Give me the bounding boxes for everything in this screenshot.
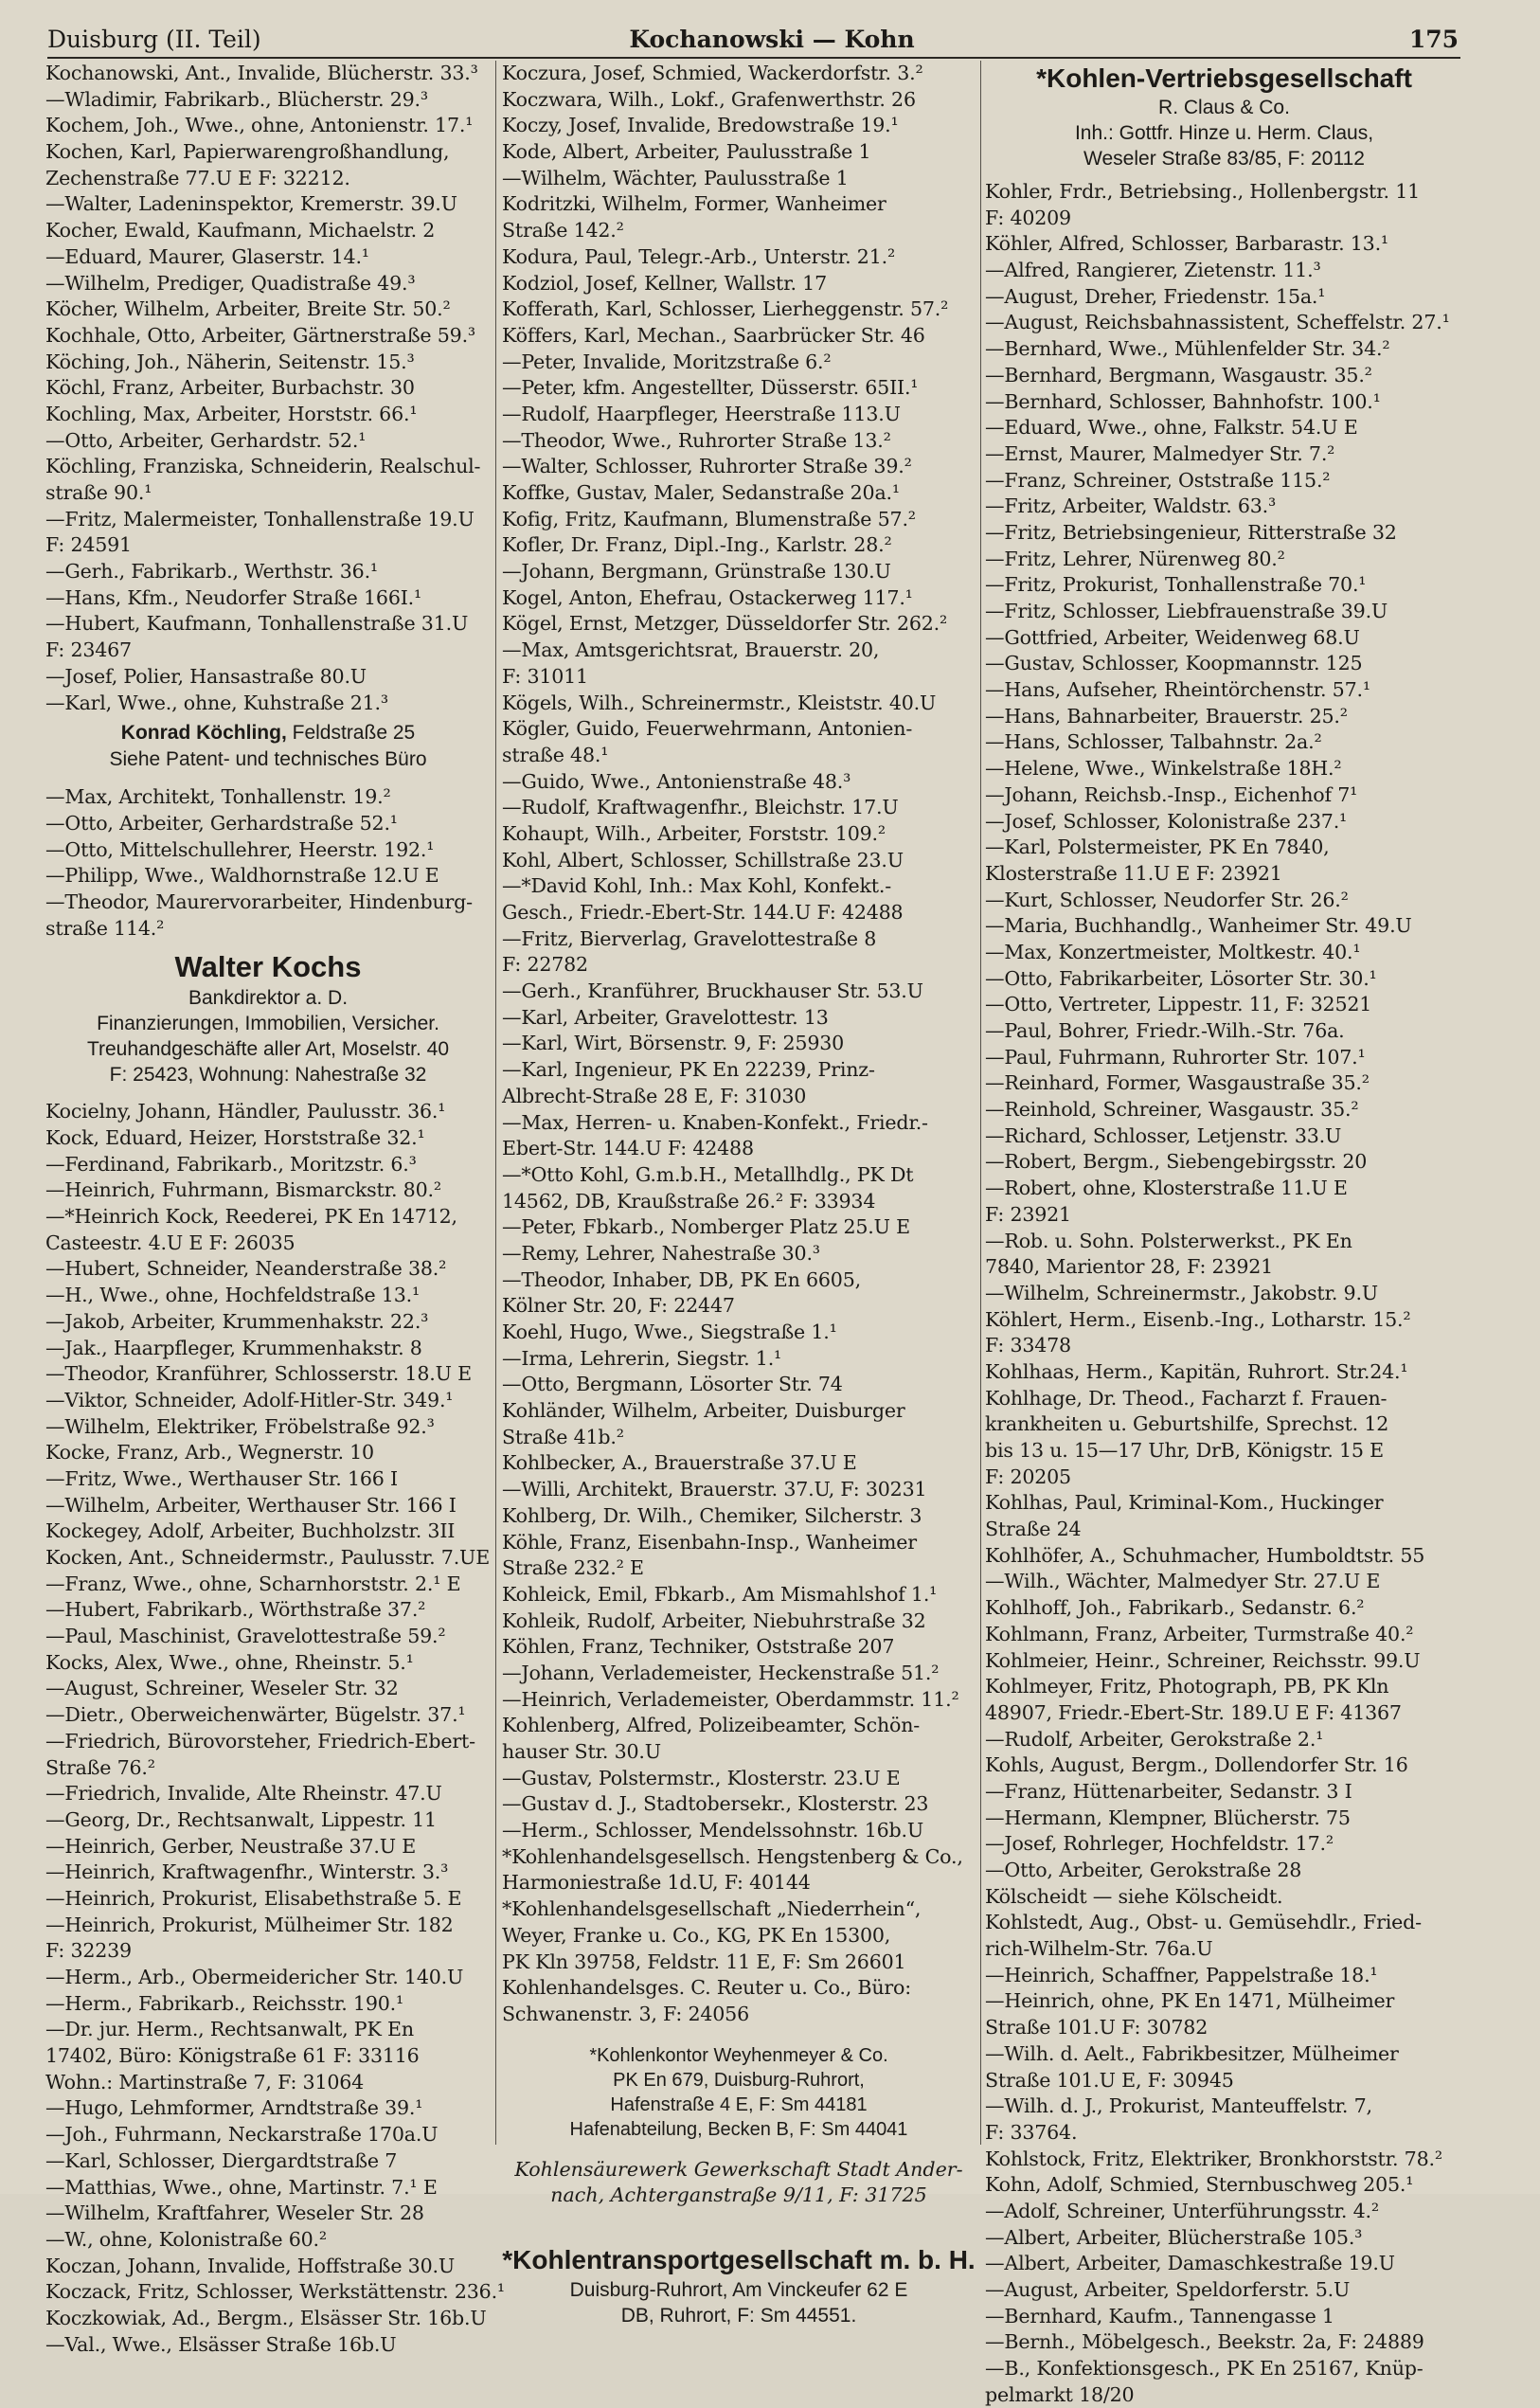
entry-line: —Willi, Architekt, Brauerstr. 37.U, F: 30231 — [502, 1478, 927, 1501]
entry-line: Ebert-Str. 144.U F: 42488 — [502, 1137, 754, 1160]
entry-line: Kohlbecker, A., Brauerstraße 37.U E — [502, 1451, 857, 1475]
entry-line: —Theodor, Inhaber, DB, PK En 6605, — [502, 1267, 861, 1291]
entry-line: —Fritz, Betriebsingenieur, Ritterstraße 32 — [985, 520, 1397, 544]
entry-line: —Remy, Lehrer, Nahestraße 30.³ — [502, 1241, 820, 1265]
entry-line: straße 90.¹ — [45, 481, 152, 504]
entry-line: —Matthias, Wwe., ohne, Martinstr. 7.¹ E — [45, 2175, 438, 2199]
entry-line: Kode, Albert, Arbeiter, Paulusstraße 1 — [502, 140, 871, 164]
entry-line: —Karl, Schlosser, Diergardtstraße 7 — [45, 2148, 398, 2172]
entry-line: hauser Str. 30.U — [502, 1740, 661, 1763]
entry-line: Köhlert, Herm., Eisenb.-Ing., Lotharstr. 15.² — [985, 1307, 1411, 1331]
ad-line: Bankdirektor a. D. — [188, 987, 349, 1010]
entry-line: *Kohlenhandelsgesellschaft „Niederrhein“, — [502, 1897, 922, 1921]
entry-line: —Val., Wwe., Elsässer Straße 16b.U — [45, 2332, 397, 2356]
entry-line: Kohlstedt, Aug., Obst- u. Gemüsehdlr., Fried- — [985, 1911, 1422, 1934]
entry-line: Straße 101.U E, F: 30945 — [985, 2068, 1234, 2092]
entry-line: —Gustav, Polstermstr., Klosterstr. 23.U E — [502, 1766, 901, 1789]
header-left: Duisburg (II. Teil) — [47, 26, 261, 53]
entry-line: Kohler, Frdr., Betriebsing., Hollenbergstr. 11 — [985, 180, 1421, 203]
ad-name: *Kohlentransportgesellschaft m. b. H. — [502, 2244, 976, 2274]
ad-line: R. Claus & Co. — [1158, 97, 1290, 118]
entry-line: Kohländer, Wilhelm, Arbeiter, Duisburger — [502, 1399, 905, 1423]
entry-line: —Otto, Arbeiter, Gerhardstr. 52.¹ — [45, 428, 367, 452]
entry-line: —Heinrich, Prokurist, Elisabethstraße 5. E — [45, 1886, 462, 1910]
page-number: 175 — [1408, 26, 1459, 53]
entry-line: —Hans, Aufseher, Rheintörchenstr. 57.¹ — [985, 678, 1370, 702]
entry-line: —Helene, Wwe., Winkelstraße 18H.² — [985, 757, 1342, 781]
column-divider — [980, 61, 981, 2145]
ad-koechling — [45, 716, 491, 784]
entry-group — [45, 61, 491, 716]
entry-line: —Wilhelm, Prediger, Quadistraße 49.³ — [45, 271, 416, 295]
entry-line: Kohlensäurewerk Gewerkschaft Stadt Ander- — [514, 2157, 963, 2181]
entry-line: 17402, Büro: Königstraße 61 F: 33116 — [45, 2044, 420, 2068]
ad-name: Walter Kochs — [174, 950, 362, 984]
entry-line: —Fritz, Arbeiter, Waldstr. 63.³ — [985, 494, 1277, 518]
entry-line: —Peter, kfm. Angestellter, Düsserstr. 65II.¹ — [502, 376, 919, 400]
ad-line: Treuhandgeschäfte aller Art, Moselstr. 40 — [86, 1038, 450, 1061]
entry-line: Kohlhoff, Joh., Fabrikarb., Sedanstr. 6.² — [985, 1596, 1365, 1620]
entry-line: —*Otto Kohl, G.m.b.H., Metallhdlg., PK Dt — [502, 1162, 914, 1186]
entry-line: —Dietr., Oberweichenwärter, Bügelstr. 37.¹ — [45, 1703, 466, 1727]
entry-line: —Peter, Invalide, Moritzstraße 6.² — [502, 350, 832, 373]
entry-group — [45, 1099, 505, 2358]
entry-line: Albrecht-Straße 28 E, F: 31030 — [502, 1084, 807, 1107]
entry-line: F: 24591 — [45, 533, 132, 557]
entry-line: —Fritz, Malermeister, Tonhallenstraße 19.U — [45, 507, 475, 530]
entry-line: —Max, Amtsgerichtsrat, Brauerstr. 20, — [502, 638, 880, 662]
ad-walter-kochs — [45, 942, 491, 1099]
entry-line: —Paul, Maschinist, Gravelottestraße 59.² — [45, 1625, 446, 1648]
entry-line: Köhler, Alfred, Schlosser, Barbarastr. 13.¹ — [985, 232, 1388, 256]
entry-line: Kochanowski, Ant., Invalide, Blücherstr. 33.³ — [45, 62, 478, 84]
entry-line: pelmarkt 18/20 — [985, 2382, 1135, 2406]
entry-line: Kockegey, Adolf, Arbeiter, Buchholzstr. 3II — [45, 1519, 456, 1543]
entry-line: —W., ohne, Kolonistraße 60.² — [45, 2227, 327, 2251]
entry-line: —Bernhard, Wwe., Mühlenfelder Str. 34.² — [985, 337, 1390, 361]
entry-line: —Wilh. d. Aelt., Fabrikbesitzer, Mülheimer — [985, 2041, 1399, 2065]
ad-name: Konrad Köchling, — [120, 722, 287, 745]
entry-line: —*Heinrich Kock, Reederei, PK En 14712, — [45, 1205, 457, 1229]
entry-line: —Bernhard, Bergmann, Wasgaustr. 35.² — [985, 363, 1372, 386]
entry-line: —Eduard, Wwe., ohne, Falkstr. 54.U E — [985, 416, 1358, 440]
entry-line: —Heinrich, Gerber, Neustraße 37.U E — [45, 1834, 417, 1858]
entry-line: —Peter, Fbkarb., Nomberger Platz 25.U E — [502, 1215, 910, 1239]
column-1 — [45, 61, 505, 2356]
entry-line: —Rudolf, Kraftwagenfhr., Bleichstr. 17.U — [502, 796, 899, 819]
entry-line: Köffers, Karl, Mechan., Saarbrücker Str. 46 — [502, 323, 925, 347]
entry-line: Kocken, Ant., Schneidermstr., Paulusstr. 7.UE — [45, 1546, 491, 1569]
entry-line: Koczura, Josef, Schmied, Wackerdorfstr. 3.² — [502, 62, 923, 84]
entry-line: —Gottfried, Arbeiter, Weidenweg 68.U — [985, 625, 1360, 649]
entry-line: Kochen, Karl, Papierwarengroßhandlung, — [45, 140, 450, 164]
entry-line: F: 40209 — [985, 206, 1071, 229]
entry-line: 48907, Friedr.-Ebert-Str. 189.U E F: 41367 — [985, 1700, 1402, 1724]
entry-line: —Friedrich, Bürovorsteher, Friedrich-Ebert- — [45, 1729, 475, 1752]
entry-line: —Wilhelm, Kraftfahrer, Weseler Str. 28 — [45, 2201, 424, 2225]
entry-line: Kocher, Ewald, Kaufmann, Michaelstr. 2 — [45, 219, 436, 243]
entry-line: —Heinrich, Prokurist, Mülheimer Str. 182 — [45, 1913, 454, 1936]
entry-line: Kohlenberg, Alfred, Polizeibeamter, Schön- — [502, 1714, 921, 1737]
entry-line: —Heinrich, Kraftwagenfhr., Winterstr. 3.³ — [45, 1860, 449, 1884]
kohlensaeurewerk-entry — [502, 2151, 976, 2222]
entry-line: —Bernhard, Schlosser, Bahnhofstr. 100.¹ — [985, 389, 1381, 413]
entry-line: PK Kln 39758, Feldstr. 11 E, F: Sm 26601 — [502, 1950, 906, 1973]
entry-line: Kohlmann, Franz, Arbeiter, Turmstraße 40.² — [985, 1622, 1414, 1645]
entry-line: —Johann, Verlademeister, Heckenstraße 51.² — [502, 1661, 940, 1684]
entry-line: —Franz, Wwe., ohne, Scharnhorststr. 2.¹ E — [45, 1572, 461, 1595]
entry-line: —Irma, Lehrerin, Siegstr. 1.¹ — [502, 1346, 782, 1370]
entry-line: —Hugo, Lehmformer, Arndtstraße 39.¹ — [45, 2096, 423, 2120]
entry-line: Kohleick, Emil, Fbkarb., Am Mismahlshof 1.¹ — [502, 1582, 938, 1606]
entry-line: 7840, Marientor 28, F: 23921 — [985, 1255, 1274, 1279]
entry-line: Kogel, Anton, Ehefrau, Ostackerweg 117.¹ — [502, 585, 913, 609]
ad-kohlen-vertrieb — [985, 61, 1463, 179]
entry-line: —Hans, Bahnarbeiter, Brauerstr. 25.² — [985, 704, 1348, 728]
entry-line: —Fritz, Wwe., Werthauser Str. 166 I — [45, 1466, 398, 1490]
entry-line: —Otto, Arbeiter, Gerhardstraße 52.¹ — [45, 811, 398, 835]
entry-line: Köchling, Franziska, Schneiderin, Realschul- — [45, 455, 481, 478]
entry-group — [45, 784, 491, 942]
entry-line: Koffke, Gustav, Maler, Sedanstraße 20a.¹ — [502, 481, 900, 504]
entry-line: —Franz, Schreiner, Oststraße 115.² — [985, 468, 1331, 492]
entry-line: —Paul, Bohrer, Friedr.-Wilh.-Str. 76a. — [985, 1019, 1345, 1042]
entry-line: Kögler, Guido, Feuerwehrmann, Antonien- — [502, 717, 913, 741]
entry-line: Kohlmeier, Heinr., Schreiner, Reichsstr. 99.U — [985, 1648, 1421, 1672]
entry-line: —August, Reichsbahnassistent, Scheffelstr. 27.¹ — [985, 311, 1450, 334]
entry-line: Kodziol, Josef, Kellner, Wallstr. 17 — [502, 271, 827, 295]
entry-line: —Alfred, Rangierer, Zietenstr. 11.³ — [985, 259, 1321, 282]
entry-line: Kögels, Wilh., Schreinermstr., Kleiststr. 40.U — [502, 691, 937, 714]
entry-line: —Friedrich, Invalide, Alte Rheinstr. 47.U — [45, 1782, 442, 1806]
entry-line: —Reinhold, Schreiner, Wasgaustr. 35.² — [985, 1098, 1359, 1122]
entry-line: —Eduard, Maurer, Glaserstr. 14.¹ — [45, 244, 369, 268]
entry-line: —Josef, Schlosser, Kolonistraße 237.¹ — [985, 809, 1348, 833]
entry-line: Casteestr. 4.U E F: 26035 — [45, 1231, 295, 1254]
entry-line: —*David Kohl, Inh.: Max Kohl, Konfekt.- — [502, 874, 891, 898]
entry-line: Kofler, Dr. Franz, Dipl.-Ing., Karlstr. 28.² — [502, 533, 892, 557]
entry-line: —Gerh., Fabrikarb., Werthstr. 36.¹ — [45, 560, 378, 584]
entry-line: —Gerh., Kranführer, Bruckhauser Str. 53.U — [502, 979, 923, 1003]
entry-line: —Herm., Schlosser, Mendelssohnstr. 16b.U — [502, 1819, 924, 1842]
entry-line: —Heinrich, Verlademeister, Oberdammstr. 11.² — [502, 1687, 959, 1711]
entry-line: Kochem, Joh., Wwe., ohne, Antonienstr. 17.¹ — [45, 114, 474, 137]
entry-line: —Ernst, Maurer, Malmedyer Str. 7.² — [985, 441, 1335, 465]
entry-line: Kölner Str. 20, F: 22447 — [502, 1294, 735, 1318]
entry-line: F: 32239 — [45, 1939, 132, 1963]
entry-line: Kodritzki, Wilhelm, Former, Wanheimer — [502, 192, 886, 216]
entry-line: —Jakob, Arbeiter, Krummenhakstr. 22.³ — [45, 1309, 429, 1333]
ad-line: Finanzierungen, Immobilien, Versicher. — [97, 1013, 439, 1035]
ad-line: PK En 679, Duisburg-Ruhrort, — [613, 2069, 865, 2091]
entry-line: —Albert, Arbeiter, Blücherstraße 105.³ — [985, 2225, 1363, 2249]
entry-line: Kohlhöfer, A., Schuhmacher, Humboldtstr. 55 — [985, 1543, 1425, 1567]
entry-line: Kofferath, Karl, Schlosser, Lierheggenstr. 57.² — [502, 297, 949, 321]
entry-line: Kohn, Adolf, Schmied, Sternbuschweg 205.¹ — [985, 2173, 1414, 2197]
entry-line: —Joh., Fuhrmann, Neckarstraße 170a.U — [45, 2123, 439, 2147]
entry-line: —Wladimir, Fabrikarb., Blücherstr. 29.³ — [45, 87, 428, 111]
entry-line: —Hubert, Kaufmann, Tonhallenstraße 31.U — [45, 612, 469, 636]
entry-line: —Otto, Vertreter, Lippestr. 11, F: 32521 — [985, 993, 1372, 1016]
entry-line: —Rob. u. Sohn. Polsterwerkst., PK En — [985, 1229, 1352, 1252]
entry-line: —Georg, Dr., Rechtsanwalt, Lippestr. 11 — [45, 1807, 437, 1831]
entry-line: —Walter, Schlosser, Ruhrorter Straße 39.² — [502, 455, 912, 478]
entry-line: —Karl, Polstermeister, PK En 7840, — [985, 836, 1330, 859]
entry-line: nach, Achterganstraße 9/11, F: 31725 — [550, 2183, 927, 2207]
entry-line: —Herm., Fabrikarb., Reichsstr. 190.¹ — [45, 1991, 404, 2015]
entry-line: —Paul, Fuhrmann, Ruhrorter Str. 107.¹ — [985, 1045, 1366, 1069]
entry-line: —B., Konfektionsgesch., PK En 25167, Knüp- — [985, 2357, 1424, 2381]
entry-line: F: 33478 — [985, 1334, 1071, 1357]
ad-line: DB, Ruhrort, F: Sm 44551. — [620, 2304, 857, 2327]
entry-line: —Guido, Wwe., Antonienstraße 48.³ — [502, 769, 851, 793]
ad-address: Feldstraße 25 — [286, 722, 416, 745]
entry-line: 14562, DB, Kraußstraße 26.² F: 33934 — [502, 1189, 876, 1213]
entry-line: —Robert, ohne, Klosterstraße 11.U E — [985, 1177, 1348, 1200]
entry-line: Harmoniestraße 1d.U, F: 40144 — [502, 1871, 811, 1895]
entry-line: —Gustav, Schlosser, Koopmannstr. 125 — [985, 652, 1363, 675]
entry-line: —Jak., Haarpfleger, Krummenhakstr. 8 — [45, 1336, 422, 1359]
entry-line: Kodura, Paul, Telegr.-Arb., Unterstr. 21.² — [502, 244, 895, 268]
ad-name: *Kohlen-Vertriebsgesellschaft — [1036, 63, 1412, 93]
entry-line: —August, Arbeiter, Speldorferstr. 5.U — [985, 2278, 1351, 2301]
entry-line: rich-Wilhelm-Str. 76a.U — [985, 1937, 1213, 1961]
entry-line: —Reinhard, Former, Wasgaustraße 35.² — [985, 1071, 1370, 1095]
ad-line: Hafenstraße 4 E, F: Sm 44181 — [610, 2094, 868, 2115]
entry-line: —Wilhelm, Arbeiter, Werthauser Str. 166 I — [45, 1493, 457, 1517]
entry-line: —H., Wwe., ohne, Hochfeldstraße 13.¹ — [45, 1284, 421, 1307]
entry-line: —Walter, Ladeninspektor, Kremerstr. 39.U — [45, 192, 457, 216]
entry-line: —Karl, Arbeiter, Gravelottestr. 13 — [502, 1005, 829, 1029]
entry-line: —Fritz, Bierverlag, Gravelottestraße 8 — [502, 926, 877, 950]
entry-line: Kocks, Alex, Wwe., ohne, Rheinstr. 5.¹ — [45, 1650, 414, 1674]
entry-line: —Adolf, Schreiner, Unterführungsstr. 4.² — [985, 2199, 1379, 2222]
entry-line: Kochling, Max, Arbeiter, Horststr. 66.¹ — [45, 402, 418, 425]
entry-line: —Hans, Kfm., Neudorfer Straße 166I.¹ — [45, 585, 422, 609]
entry-line: —Fritz, Schlosser, Liebfrauenstraße 39.U — [985, 600, 1388, 622]
ad-line: Hafenabteilung, Becken B, F: Sm 44041 — [569, 2118, 908, 2140]
entry-line: Straße 24 — [985, 1518, 1082, 1541]
entry-line: Straße 41b.² — [502, 1425, 624, 1448]
entry-line: —Otto, Mittelschullehrer, Heerstr. 192.¹ — [45, 837, 435, 861]
entry-line: Kohls, August, Bergm., Dollendorfer Str. 16 — [985, 1753, 1408, 1777]
entry-line: —Josef, Polier, Hansastraße 80.U — [45, 664, 367, 688]
column-divider — [495, 61, 496, 2145]
entry-line: —Josef, Rohrleger, Hochfeldstr. 17.² — [985, 1832, 1334, 1856]
entry-line: —Johann, Reichsb.-Insp., Eichenhof 7¹ — [985, 782, 1358, 806]
entry-line: Koczan, Johann, Invalide, Hoffstraße 30.U — [45, 2254, 455, 2277]
column-3 — [985, 61, 1463, 2406]
entry-line: Kock, Eduard, Heizer, Horststraße 32.¹ — [45, 1126, 425, 1149]
entry-line: straße 114.² — [45, 916, 165, 940]
entry-line: Koczkowiak, Ad., Bergm., Elsässer Str. 16b.U — [45, 2306, 487, 2329]
entry-line: —Gustav d. J., Stadtobersekr., Klosterstr. 23 — [502, 1792, 929, 1816]
entry-line: Köchl, Franz, Arbeiter, Burbachstr. 30 — [45, 376, 415, 400]
entry-line: Kohlhage, Dr. Theod., Facharzt f. Frauen- — [985, 1386, 1388, 1410]
ad-line: Inh.: Gottfr. Hinze u. Herm. Claus, — [1074, 122, 1374, 144]
entry-line: Gesch., Friedr.-Ebert-Str. 144.U F: 42488 — [502, 901, 904, 924]
entry-line: —Karl, Wirt, Börsenstr. 9, F: 25930 — [502, 1032, 845, 1055]
entry-line: —Otto, Arbeiter, Gerokstraße 28 — [985, 1859, 1302, 1881]
entry-line: Kohlhaas, Herm., Kapitän, Ruhrort. Str.24.¹ — [985, 1359, 1408, 1383]
entry-line: —Wilhelm, Wächter, Paulusstraße 1 — [502, 166, 849, 189]
entry-line: —Karl, Ingenieur, PK En 22239, Prinz- — [502, 1058, 875, 1082]
entry-line: Straße 76.² — [45, 1755, 155, 1779]
entry-line: Köhlen, Franz, Techniker, Oststraße 207 — [502, 1635, 895, 1659]
entry-line: —Heinrich, ohne, PK En 1471, Mülheimer — [985, 1989, 1395, 2013]
entry-line: —Hubert, Schneider, Neanderstraße 38.² — [45, 1257, 447, 1281]
entry-line: —Ferdinand, Fabrikarb., Moritzstr. 6.³ — [45, 1152, 417, 1176]
entry-line: straße 48.¹ — [502, 743, 609, 766]
entry-line: F: 33764. — [985, 2120, 1078, 2144]
entry-line: bis 13 u. 15—17 Uhr, DrB, Königstr. 15 E — [985, 1439, 1384, 1462]
entry-line: —Max, Architekt, Tonhallenstr. 19.² — [45, 785, 391, 809]
ad-line: *Kohlenkontor Weyhenmeyer & Co. — [589, 2044, 888, 2066]
entry-line: Zechenstraße 77.U E F: 32212. — [45, 166, 350, 189]
entry-line: Koczwara, Wilh., Lokf., Grafenwerthstr. 26 — [502, 87, 916, 111]
entry-line: —Johann, Bergmann, Grünstraße 130.U — [502, 560, 891, 584]
entry-line: —Wilh. d. J., Prokurist, Manteuffelstr. 7, — [985, 2094, 1372, 2118]
entry-line: —Fritz, Lehrer, Nürenweg 80.² — [985, 547, 1285, 570]
entry-line: Koczy, Josef, Invalide, Bredowstraße 19.¹ — [502, 114, 899, 137]
entry-line: —Heinrich, Schaffner, Pappelstraße 18.¹ — [985, 1963, 1378, 1986]
entry-group — [502, 61, 976, 2028]
entry-line: Kohl, Albert, Schlosser, Schillstraße 23.U — [502, 848, 904, 872]
entry-line: Kochhale, Otto, Arbeiter, Gärtnerstraße 59.³ — [45, 323, 475, 347]
entry-line: —Max, Konzertmeister, Moltkestr. 40.¹ — [985, 940, 1361, 963]
entry-line: —Theodor, Kranführer, Schlosserstr. 18.U E — [45, 1362, 472, 1386]
entry-line: —Wilh., Wächter, Malmedyer Str. 27.U E — [985, 1570, 1381, 1593]
entry-line: krankheiten u. Geburtshilfe, Sprechst. 12 — [985, 1412, 1389, 1436]
entry-line: —Maria, Buchhandlg., Wanheimer Str. 49.U — [985, 914, 1412, 938]
entry-line: F: 23467 — [45, 638, 132, 662]
entry-line: —Karl, Wwe., ohne, Kuhstraße 21.³ — [45, 691, 388, 714]
ad-kohlentransport — [502, 2222, 976, 2334]
entry-line: —Philipp, Wwe., Waldhornstraße 12.U E — [45, 864, 439, 888]
entry-line: Kohlmeyer, Fritz, Photograph, PB, PK Kln — [985, 1675, 1389, 1698]
entry-line: —Bernhard, Kaufm., Tannengasse 1 — [985, 2304, 1334, 2327]
entry-line: Straße 232.² E — [502, 1556, 644, 1580]
entry-line: *Kohlenhandelsgesellsch. Hengstenberg & Co., — [502, 1844, 963, 1868]
ad-line: Weseler Straße 83/85, F: 20112 — [1083, 148, 1365, 170]
ad-line: F: 25423, Wohnung: Nahestraße 32 — [109, 1064, 427, 1087]
entry-line: —Kurt, Schlosser, Neudorfer Str. 26.² — [985, 888, 1349, 911]
entry-line: —Dr. jur. Herm., Rechtsanwalt, PK En — [45, 2018, 414, 2041]
entry-line: F: 31011 — [502, 664, 588, 688]
entry-line: —Max, Herren- u. Knaben-Konfekt., Friedr.- — [502, 1110, 928, 1134]
entry-line: Kohlhas, Paul, Kriminal-Kom., Huckinger — [985, 1491, 1384, 1515]
entry-line: F: 23921 — [985, 1202, 1071, 1226]
entry-line: Straße 142.² — [502, 219, 624, 243]
ad-kohlenkontor — [502, 2028, 976, 2151]
entry-line: —Hermann, Klempner, Blücherstr. 75 — [985, 1806, 1351, 1829]
entry-line: Kölscheidt — siehe Kölscheidt. — [985, 1884, 1283, 1908]
entry-line: Kocke, Franz, Arb., Wegnerstr. 10 — [45, 1441, 374, 1465]
entry-line: —August, Dreher, Friedenstr. 15a.¹ — [985, 284, 1326, 308]
entry-line: —Hubert, Fabrikarb., Wörthstraße 37.² — [45, 1598, 426, 1622]
entry-line: Kocielny, Johann, Händler, Paulusstr. 36.¹ — [45, 1100, 446, 1123]
column-2 — [502, 61, 976, 2327]
entry-line: Kofig, Fritz, Kaufmann, Blumenstraße 57.² — [502, 507, 916, 530]
entry-line: —Viktor, Schneider, Adolf-Hitler-Str. 349.¹ — [45, 1388, 454, 1411]
entry-line: —Theodor, Maurervorarbeiter, Hindenburg- — [45, 890, 473, 913]
entry-line: —August, Schreiner, Weseler Str. 32 — [45, 1677, 399, 1700]
entry-line: Köhle, Franz, Eisenbahn-Insp., Wanheimer — [502, 1530, 917, 1554]
entry-line: Kohleik, Rudolf, Arbeiter, Niebuhrstraße 32 — [502, 1608, 926, 1632]
entry-line: —Hans, Schlosser, Talbahnstr. 2a.² — [985, 730, 1322, 754]
entry-line: Wohn.: Martinstraße 7, F: 31064 — [45, 2070, 365, 2094]
entry-line: Kohaupt, Wilh., Arbeiter, Forststr. 109.² — [502, 821, 886, 845]
entry-line: —Rudolf, Arbeiter, Gerokstraße 2.¹ — [985, 1727, 1324, 1751]
entry-line: —Albert, Arbeiter, Damaschkestraße 19.U — [985, 2252, 1395, 2275]
entry-line: Kohlstock, Fritz, Elektriker, Bronkhorststr. 78.² — [985, 2147, 1442, 2170]
entry-line: —Franz, Hüttenarbeiter, Sedanstr. 3 I — [985, 1779, 1352, 1803]
entry-line: —Herm., Arb., Obermeidericher Str. 140.U — [45, 1966, 464, 1988]
entry-line: Köching, Joh., Näherin, Seitenstr. 15.³ — [45, 350, 415, 373]
entry-line: Klosterstraße 11.U E F: 23921 — [985, 861, 1282, 885]
ad-line: Siehe Patent- und technisches Büro — [109, 748, 427, 771]
header-title: Kochanowski — Kohn — [629, 26, 915, 53]
entry-line: —Heinrich, Fuhrmann, Bismarckstr. 80.² — [45, 1178, 441, 1202]
entry-line: —Theodor, Wwe., Ruhrorter Straße 13.² — [502, 428, 891, 452]
entry-line: —Otto, Fabrikarbeiter, Lösorter Str. 30.¹ — [985, 966, 1377, 990]
entry-line: —Fritz, Prokurist, Tonhallenstraße 70.¹ — [985, 573, 1367, 597]
entry-line: Straße 101.U F: 30782 — [985, 2016, 1209, 2040]
entry-line: Kohlberg, Dr. Wilh., Chemiker, Silcherstr. 3 — [502, 1503, 922, 1527]
header-rule — [47, 57, 1460, 59]
entry-line: F: 22782 — [502, 953, 588, 977]
entry-line: Koczack, Fritz, Schlosser, Werkstättenstr. 236.¹ — [45, 2280, 505, 2304]
entry-line: —Wilhelm, Elektriker, Fröbelstraße 92.³ — [45, 1414, 435, 1438]
entry-line: —Bernh., Möbelgesch., Beekstr. 2a, F: 24889 — [985, 2330, 1424, 2354]
entry-line: Kohlenhandelsges. C. Reuter u. Co., Büro: — [502, 1976, 911, 2000]
entry-line: Koehl, Hugo, Wwe., Siegstraße 1.¹ — [502, 1321, 837, 1343]
entry-line: —Richard, Schlosser, Letjenstr. 33.U — [985, 1123, 1342, 1147]
entry-line: F: 20205 — [985, 1465, 1071, 1488]
entry-line: Schwanenstr. 3, F: 24056 — [502, 2002, 749, 2025]
entry-line: —Wilhelm, Schreinermstr., Jakobstr. 9.U — [985, 1281, 1378, 1304]
entry-line: —Otto, Bergmann, Lösorter Str. 74 — [502, 1373, 843, 1396]
entry-group — [985, 179, 1463, 2408]
entry-line: Köcher, Wilhelm, Arbeiter, Breite Str. 50.² — [45, 297, 451, 321]
entry-line: —Robert, Bergm., Siebengebirgsstr. 20 — [985, 1150, 1368, 1174]
ad-line: Duisburg-Ruhrort, Am Vinckeufer 62 E — [569, 2278, 908, 2301]
entry-line: —Rudolf, Haarpfleger, Heerstraße 113.U — [502, 402, 901, 425]
entry-line: Kögel, Ernst, Metzger, Düsseldorfer Str. 262.² — [502, 612, 948, 636]
entry-line: Weyer, Franke u. Co., KG, PK En 15300, — [502, 1923, 891, 1947]
